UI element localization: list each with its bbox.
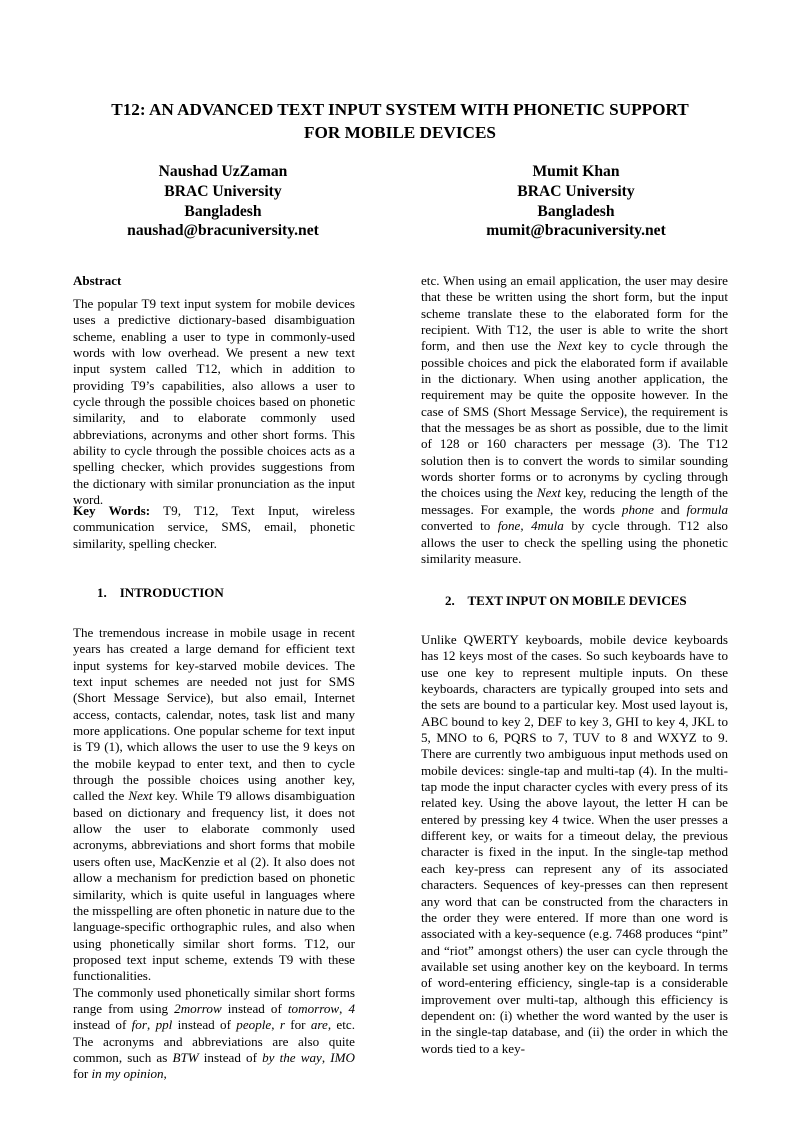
example-word: are [310,1017,328,1033]
section2-paragraph-1: Unlike QWERTY keyboards, mobile device keyboards has 12 keys most of the cases. So such keyboards have to use one key to represent multiple inputs. On these keyboards, characters are typically grouped into sets and the sets are bound to a particular key. Most used layout is, ABC bound to key 2, DEF to key 3, GHI to key 4, JKL to 5, MNO to 6, PQRS to 7, TUV to 8 and WXYZ to 9. There are currently two ambiguous input methods used on mobile devices: single-tap and multi-tap (4). In the multi-tap mode the input character cycles with every press of its related key. Using the above layout, the letter H can be entered by pressing key 4 twice. When the user presses a different key, or waits for a timeout delay, the previous character is fixed in the input. In the single-tap method each key-press can represent any of its associated characters. Sequences of key-presses can then represent any word that can be constructed from the characters in the order they were entered. If more than one word is associated with a key-sequence (e.g. 7468 produces “pint” and “riot” amongst others) the user can cycle through the available set using another key on the keyboard. In terms of word-entering efficiency, single-tap is a considerable improvement over multi-tap, although this efficiency is dependent on: (i) whether the word wanted by the user is in the single-tap database, and (ii) the order in which the words tied to a key- [421,632,728,1056]
text-run: instead of [172,1017,237,1033]
author-country: Bangladesh [184,202,262,220]
example-word: ppl [155,1017,173,1033]
example-word: by the way [262,1049,322,1065]
text-run: The tremendous increase in mobile usage in recent years has created a large demand for efficient text input systems for key-starved mobile devices. The text input schemes are needed not just for SMS (Short Message Service), but also email, Internet access, contacts, calendar, notes, task list and many more applications. One popular scheme for text input is T9 (1), which allows the user to use the 9 keys on the mobile keypad to enter text, and then to cycle through the possible choices using another key, called the [73,625,355,804]
abstract-body [73,296,355,508]
continuation-paragraph [421,273,728,567]
title-line-2: FOR MOBILE DEVICES [304,123,496,142]
abstract-title: Abstract [73,273,122,288]
example-word: in my opinion, [91,1066,167,1082]
keywords-text: T9, T12, Text Input, wireless communication service, SMS, email, phonetic similarity, spelling checker. [73,503,355,551]
abstract-text: The popular T9 text input system for mobile devices uses a predictive dictionary-based disambiguation scheme, enabling a user to type in commonly-used words with low overhead. We present a new text input system called T12, which in addition to providing T9’s capabilities, also allows a user to cycle through the possible choices based on phonetic similarity, and to elaborate commonly used abbreviations, acronyms and other short forms. This ability to cycle through the possible choices acts as a spelling checker, which provides suggestions from the dictionary with similar pronunciation as the input word. [73,296,355,508]
text-run: , [339,1000,349,1016]
keywords-label: Key Words: [73,503,151,518]
text-run: key to cycle through the possible choices and pick the elaborated form if available in the dictionary. When using another application, the requirement may be quite the opposite however. In the case of SMS (Short Message Service), the requirement is that the messages be as short as possible, due to the limit of 128 or 160 characters per message (3). The T12 solution then is to convert the words to similar sounding words shorter forms or to acronyms by cycling through the choices using the [421,338,728,501]
next-key-term: Next [536,485,561,501]
author-affiliation: BRAC University [517,182,635,200]
text-run: , [146,1017,156,1033]
next-key-term: Next [557,338,582,354]
author-name: Mumit Khan [532,163,620,180]
author-country: Bangladesh [537,202,615,220]
example-word: tomorrow [287,1000,340,1016]
text-run: , [271,1017,280,1033]
author-block-2 [426,162,726,241]
abstract-heading [73,273,355,289]
text-run: by cycle through. T12 also allows the user to check the spelling using the phonetic similarity measure. [421,518,728,566]
author-block-1 [73,162,373,241]
example-word: r [279,1017,285,1033]
text-run: , [321,1049,331,1065]
example-word: phone [621,501,654,517]
next-key-term: Next [128,788,153,804]
keywords-block [73,503,355,552]
example-word: 4 [348,1000,356,1016]
section2-heading [421,593,728,609]
example-word: IMO [330,1049,355,1065]
title-line-1: T12: AN ADVANCED TEXT INPUT SYSTEM WITH PHONETIC SUPPORT [111,100,689,119]
text-run: for [73,1066,92,1082]
section1-body [73,625,355,1083]
text-run: and [653,501,687,517]
author-email: naushad@bracuniversity.net [127,222,319,240]
text-run: key, reducing the length of the messages. For example, the words [421,485,728,517]
text-run: instead of [221,1000,288,1016]
author-affiliation: BRAC University [164,182,282,200]
section1-paragraph-1 [73,625,355,985]
section1-heading [73,585,355,601]
example-word: BTW [172,1049,199,1065]
example-word: 2morrow [174,1000,222,1016]
section2-body [421,632,728,1057]
author-name: Naushad UzZaman [158,163,288,180]
example-word: people [236,1017,272,1033]
author-email: mumit@bracuniversity.net [486,222,666,240]
section1-paragraph-2 [73,985,355,1083]
example-word: formula [686,501,728,517]
right-column-continuation [421,273,728,567]
text-run: etc. When using an email application, the user may desire that these be written using the short form, but the input scheme translate these to the elaborated form for the recipient. With T12, the user is able to write the short form, and then use the [421,273,728,354]
text-run: for [284,1017,311,1033]
example-word: for [131,1017,147,1033]
text-run: instead of [73,1017,132,1033]
text-run: key. While T9 allows disambiguation based on dictionary and frequency list, it does not allow the user to elaborate commonly used acronyms, abbreviations and short forms that mobile users often use, MacKenzie et al (2). It also does not allow a mechanism for prediction based on phonetic similarity, which is quite useful in languages where the misspelling are often phonetic in nature due to the language-specific orthographic rules, and also when using phonetically similar short forms. T12, our proposed text input scheme, extends T9 with these functionalities. [73,788,355,984]
text-run: The commonly used phonetically similar short forms range from using [73,984,355,1016]
text-run: converted to [421,518,498,534]
section-heading: 1. INTRODUCTION [97,585,224,600]
example-word: fone, 4mula [497,518,564,534]
text-run: , etc. The acronyms and abbreviations are also quite common, such as [73,1017,355,1065]
paper-title [60,98,740,144]
section-heading: 2. TEXT INPUT ON MOBILE DEVICES [445,593,687,608]
text-run: instead of [198,1049,263,1065]
